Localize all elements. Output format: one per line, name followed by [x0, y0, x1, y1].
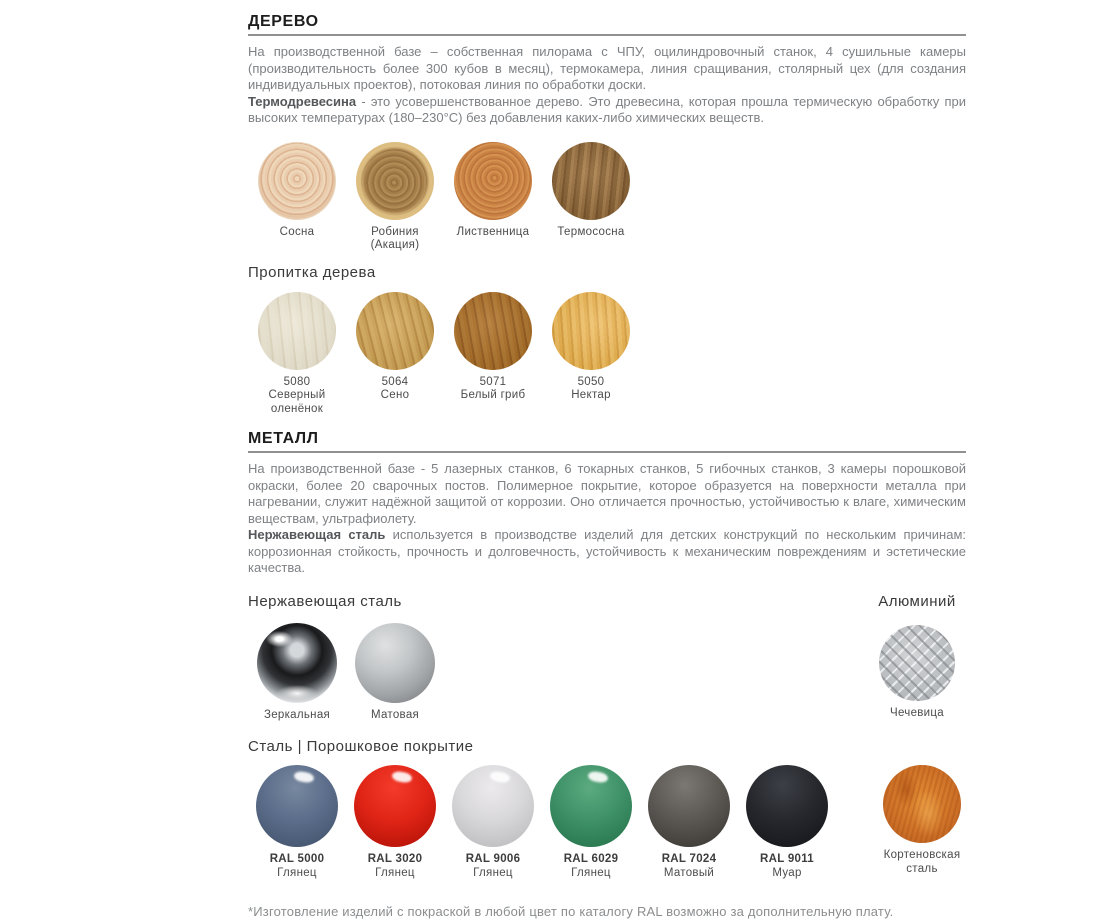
stainless-lead: Нержавеющая сталь — [248, 527, 386, 542]
ral-3020-sphere — [354, 765, 436, 847]
ral-code: RAL 6029 — [563, 853, 619, 865]
ral-finish: Матовый — [663, 866, 715, 879]
impregnation-5080-circle — [258, 292, 336, 370]
thermopine-swatch-label: Термососна — [557, 225, 625, 238]
wood-species-item — [444, 142, 542, 240]
metal-intro-paragraph — [248, 461, 966, 527]
impregnation-5064-circle — [356, 292, 434, 370]
ral-code: RAL 9006 — [465, 853, 521, 865]
ral-9011-sphere — [746, 765, 828, 847]
ral-finish: Глянец — [473, 866, 513, 879]
ral-3020-label — [368, 853, 423, 880]
wood-section — [248, 12, 966, 416]
metal-section — [248, 429, 966, 880]
impregnation-code: 5080 — [283, 375, 311, 388]
metal-section-title: МЕТАЛЛ — [248, 430, 319, 447]
aluminum-column — [868, 593, 966, 721]
ral-6029-label — [564, 853, 619, 880]
larch-swatch-label: Лиственница — [456, 225, 530, 238]
impregnation-5064-label — [349, 376, 441, 403]
diamond-plate-circle — [879, 625, 955, 701]
corten-item — [878, 765, 966, 876]
wood-section-title: ДЕРЕВО — [248, 13, 319, 30]
ral-finish: Глянец — [277, 866, 317, 879]
matte-steel-sphere — [355, 623, 435, 703]
impregnation-code: 5050 — [577, 375, 605, 388]
thermopine-swatch-circle — [552, 142, 630, 220]
stainless-item — [248, 623, 346, 723]
thermowood-paragraph — [248, 94, 966, 127]
wood-divider — [248, 34, 966, 36]
pine-swatch-circle — [258, 142, 336, 220]
ral-9006-sphere — [452, 765, 534, 847]
robinia-swatch-label: Робиния (Акация) — [370, 225, 420, 251]
metal-finishes — [248, 593, 966, 723]
impregnation-item — [542, 292, 640, 403]
powder-item — [346, 765, 444, 880]
ral-finish: Муар — [772, 866, 802, 879]
wood-intro-paragraph — [248, 44, 966, 94]
powder-coating-title: Сталь | Порошковое покрытие — [248, 738, 474, 755]
stainless-text: используется в производстве изделий для детских конструкций по нескольким причинам: коррозионная стойкость, прочность и долговечность, устойчивость к механическим повреждениям и эстетические качества. — [248, 527, 966, 575]
impregnation-item — [248, 292, 346, 417]
impregnation-title: Пропитка дерева — [248, 263, 376, 281]
impregnation-name: Сено — [380, 389, 410, 401]
robinia-swatch-circle — [356, 142, 434, 220]
thermowood-lead: Термодревесина — [248, 93, 357, 109]
ral-6029-sphere — [550, 765, 632, 847]
wood-intro-text: На производственной базе – собственная пилорама с ЧПУ, оцилиндровочный станок, 4 сушильные камеры (производительность более 300 кубов в месяц), термокамера, линия сращивания, столярный цех (для создания индивидуальных проектов), потоковая линия по обработки доски. — [248, 44, 966, 92]
ral-code: RAL 3020 — [367, 853, 423, 865]
ral-finish: Глянец — [375, 866, 415, 879]
mirror-steel-label: Зеркальная — [263, 708, 331, 721]
thermowood-text: - это усовершенствованное дерево. Это древесина, которая прошла термическую обработку при высоких температурах (180–230°С) без добавления каких-либо химических веществ. — [248, 93, 966, 125]
metal-divider — [248, 451, 966, 453]
ral-5000-sphere — [256, 765, 338, 847]
ral-footnote: *Изготовление изделий с покраской в любой цвет по каталогу RAL возможно за дополнительную плату. — [248, 904, 894, 919]
powder-item — [444, 765, 542, 880]
ral-7024-label — [662, 853, 717, 880]
ral-code: RAL 7024 — [661, 853, 717, 865]
ral-5000-label — [270, 853, 325, 880]
impregnation-5071-circle — [454, 292, 532, 370]
corten-steel-label: Кортеновская сталь — [883, 849, 961, 875]
impregnation-code: 5064 — [381, 375, 409, 388]
impregnation-5071-label — [447, 376, 539, 403]
corten-steel-circle — [883, 765, 961, 843]
stainless-column — [248, 593, 444, 723]
impregnation-5050-circle — [552, 292, 630, 370]
impregnation-name: Северный оленёнок — [268, 389, 326, 415]
impregnation-row — [248, 292, 966, 417]
impregnation-5050-label — [545, 376, 637, 403]
wood-species-item — [248, 142, 346, 240]
impregnation-name: Нектар — [571, 389, 611, 401]
larch-swatch-circle — [454, 142, 532, 220]
impregnation-code: 5071 — [479, 375, 507, 388]
ral-7024-sphere — [648, 765, 730, 847]
pine-swatch-label: Сосна — [279, 225, 315, 238]
stainless-paragraph — [248, 527, 966, 577]
powder-coating-row — [248, 765, 966, 880]
impregnation-item — [346, 292, 444, 403]
matte-steel-label: Матовая — [370, 708, 420, 721]
wood-species-row — [248, 142, 966, 253]
diamond-plate-label: Чечевица — [890, 706, 944, 719]
impregnation-5080-label — [251, 376, 343, 417]
powder-item — [248, 765, 346, 880]
metal-intro-text: На производственной базе - 5 лазерных станков, 6 токарных станков, 5 гибочных станков, 3 камеры порошковой окраски, более 20 сварочных постов. Полимерное покрытие, которое образуется на поверхности металла при нагревании, служит надёжной защитой от коррозии. Оно отличается прочностью, устойчивостью к влаге, химическим веществам, ультрафиолету. — [248, 461, 966, 526]
stainless-row — [248, 623, 444, 723]
page-content — [248, 12, 966, 919]
powder-item — [542, 765, 640, 880]
powder-item — [738, 765, 836, 880]
ral-finish: Глянец — [571, 866, 611, 879]
stainless-item — [346, 623, 444, 723]
aluminum-title: Алюминий — [878, 592, 956, 610]
ral-code: RAL 9011 — [760, 853, 814, 865]
impregnation-name: Белый гриб — [460, 389, 526, 401]
impregnation-item — [444, 292, 542, 403]
mirror-steel-sphere — [257, 623, 337, 703]
wood-species-item — [346, 142, 444, 253]
stainless-title: Нержавеющая сталь — [248, 592, 402, 610]
wood-species-item — [542, 142, 640, 240]
ral-9006-label — [466, 853, 521, 880]
ral-9011-label — [760, 853, 814, 880]
ral-code: RAL 5000 — [269, 853, 325, 865]
powder-item — [640, 765, 738, 880]
